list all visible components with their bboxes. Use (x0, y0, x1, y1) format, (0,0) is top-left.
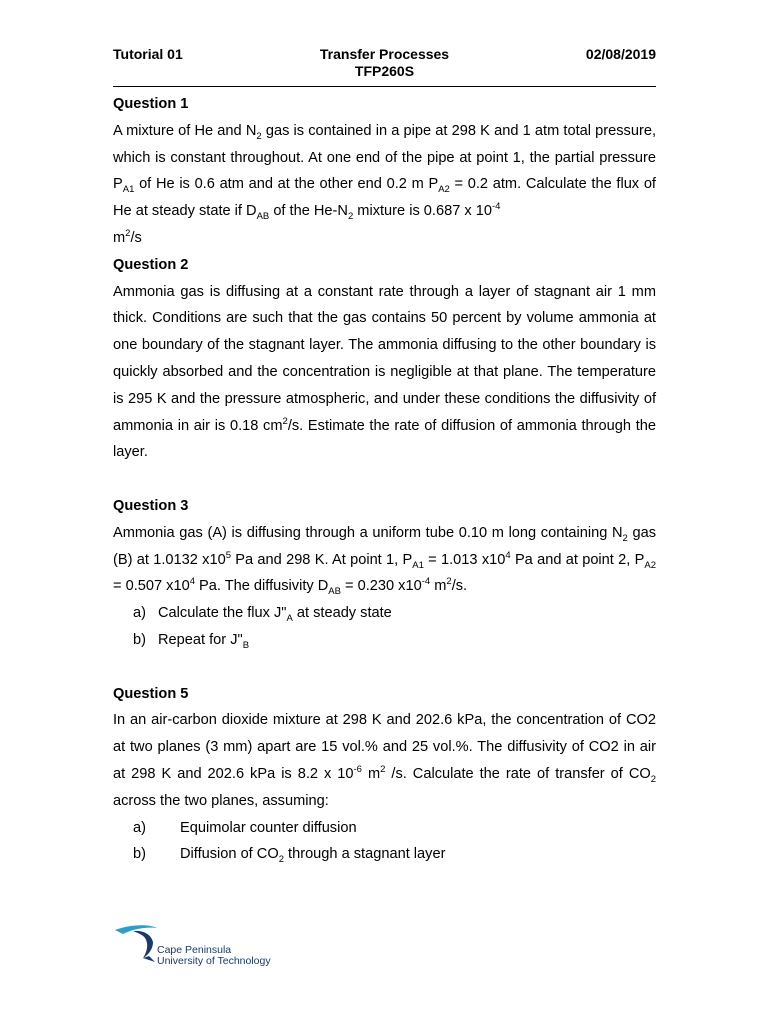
part-a-label: a) (133, 819, 146, 836)
institution-name: Cape Peninsula University of Technology (157, 944, 271, 967)
question-5-text: In an air-carbon dioxide mixture at 298 K and 202.6 kPa, the concentration of CO2 at two planes (3 mm) apart are 15 vol.% and 25 vol.%. The diffusivity of CO2 in air at 298 K and 202.6 kPa is 8.2 x $10^{-6}$ $m^2$ /s. Calculate the rate of transfer of $CO_2$ across the two planes, assuming: (113, 712, 657, 809)
question-5-part-b: b) Diffusion of $CO_2$ through a stagnant layer (113, 841, 656, 868)
question-3-heading: Question 3 (113, 497, 189, 514)
question-3-part-b: b) Repeat for $J"_B$ (113, 627, 656, 654)
tutorial-label: Tutorial 01 (113, 46, 183, 62)
question-5-part-a: a) Equimolar counter diffusion (113, 815, 656, 842)
course-code: TFP260S (354, 63, 415, 79)
question-5-heading: Question 5 (113, 685, 189, 702)
date-label: 02/08/2019 (585, 46, 656, 62)
part-b-label: b) (133, 846, 146, 863)
course-title (113, 46, 656, 80)
part-a-label: a) (133, 605, 146, 622)
question-1-heading: Question 1 (113, 96, 189, 112)
question-2-heading: Question 2 (113, 256, 189, 273)
course-name: Transfer Processes (319, 46, 450, 62)
page-header (113, 46, 656, 87)
question-3-text: Ammonia gas (A) is diffusing through a uniform tube 0.10 m long containing $N_2$ gas (B) at 1.0132 $x10^5$ Pa and 298 K. At point 1, $P_{A1} = 1.013$ $x10^4$ Pa and at point 2, $P_{A2} = 0.507$ $x10^4$ Pa. The diffusivity $D_{AB} = 0.230$ $x10^{-4}$ $m^2/s$. (113, 524, 656, 598)
question-1-text: A mixture of He and $N_2$ gas is contained in a pipe at 298 K and 1 atm total pressure, which is constant throughout. At one end of the pipe at point 1, the partial pressure $P_{A1}$ of He is 0.6 atm and at the other end 0.2 m $P_{A2} = 0.2$ atm. Calculate the flux of He at steady state if $D_{AB}$ of the $He-N_2$ mixture is 0.687 x $10^{-4}$ $m^2/s$ (113, 122, 656, 246)
question-2-text: Ammonia gas is diffusing at a constant rate through a layer of stagnant air 1 mm thick. Conditions are such that the gas contains 50 percent by volume ammonia at one boundary of the stagnant layer. The ammonia diffusing to the other boundary is quickly absorbed and the concentration is negligible at that plane. The temperature is 295 K and the pressure atmospheric, and under these conditions the diffusivity of ammonia in air is 0.18 $cm^2/s$. Estimate the rate of diffusion of ammonia through the layer. (113, 283, 656, 461)
document-body (113, 91, 656, 868)
part-b-label: b) (133, 631, 146, 648)
question-3-part-a: a) Calculate the flux $J"_A$ at steady state (113, 600, 656, 627)
